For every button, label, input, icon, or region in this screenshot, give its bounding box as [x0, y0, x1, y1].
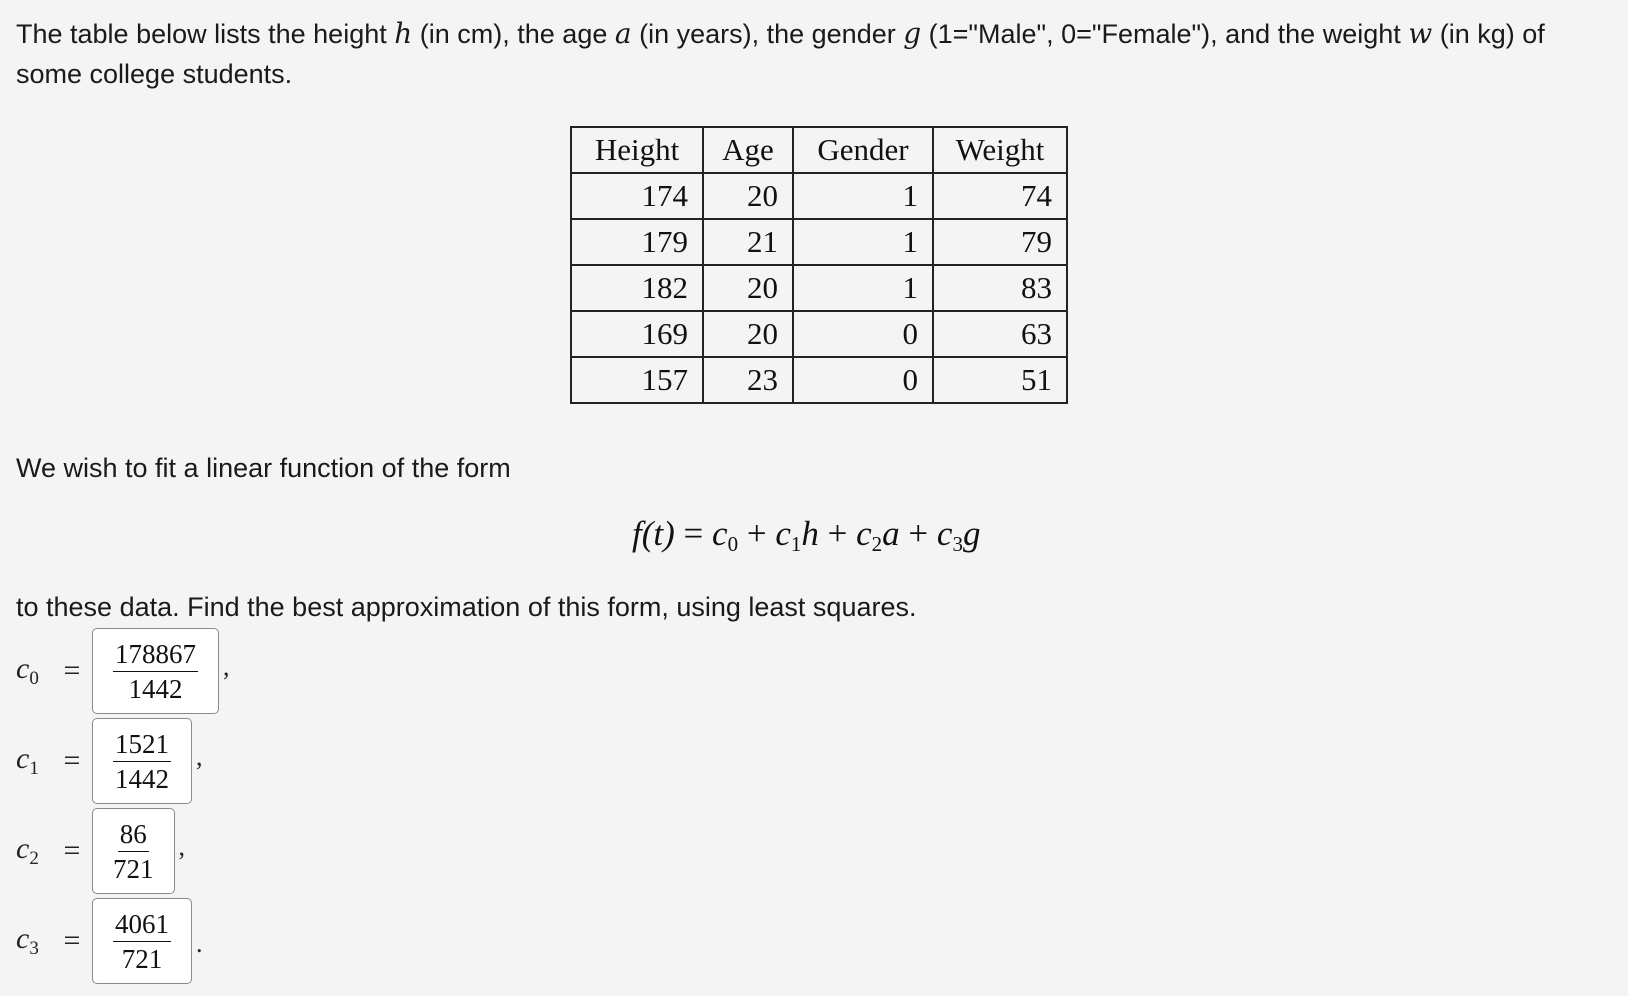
var-h: h: [394, 17, 413, 50]
intro-text: (in years), the gender: [631, 19, 904, 49]
answer-row-c2: [16, 806, 185, 896]
table-row: [571, 311, 1067, 357]
var-a: a: [614, 17, 632, 50]
answer-label: [16, 652, 46, 690]
formula-var: a: [882, 514, 900, 553]
cell-gender: 0: [793, 311, 933, 357]
cell-height: 182: [571, 265, 703, 311]
answer-sub: 1: [29, 758, 39, 779]
answer-punctuation: .: [196, 929, 203, 958]
cell-gender: 1: [793, 265, 933, 311]
intro-text: (in kg) of some college students.: [16, 19, 1545, 89]
answer-var: c: [16, 922, 30, 955]
answer-sub: 3: [29, 938, 39, 959]
answer-punctuation: ,: [196, 742, 203, 771]
formula-sub: 0: [727, 532, 739, 556]
formula-eq: =: [674, 514, 713, 553]
answer-input-c3[interactable]: [92, 898, 192, 984]
equals-sign: =: [63, 834, 81, 867]
fraction: [113, 909, 171, 974]
cell-height: 174: [571, 173, 703, 219]
formula-plus: +: [899, 514, 937, 553]
answer-row-c1: [16, 716, 203, 806]
formula-sub: 1: [790, 532, 802, 556]
cell-height: 157: [571, 357, 703, 403]
cell-gender: 1: [793, 219, 933, 265]
formula-sub: 3: [952, 532, 963, 556]
numerator: 4061: [113, 909, 171, 942]
fraction: [113, 729, 171, 794]
answer-var: c: [16, 742, 30, 775]
denominator: 721: [121, 943, 163, 974]
formula-var: g: [962, 514, 981, 553]
formula-plus: +: [738, 514, 776, 553]
formula-lhs: f(t): [632, 514, 675, 553]
cell-height: 179: [571, 219, 703, 265]
cell-weight: 83: [933, 265, 1067, 311]
cell-gender: 1: [793, 173, 933, 219]
denominator: 721: [113, 853, 154, 884]
table-row: [571, 357, 1067, 403]
equals-sign: =: [63, 654, 81, 687]
answer-punctuation: ,: [223, 652, 230, 681]
answer-input-c1[interactable]: [92, 718, 192, 804]
numerator: 86: [118, 819, 149, 852]
denominator: 1442: [115, 763, 169, 794]
cell-age: 20: [703, 173, 793, 219]
header-height: Height: [571, 127, 703, 173]
table-row: [571, 173, 1067, 219]
task-statement: to these data. Find the best approximation of this form, using least squares.: [16, 592, 917, 622]
formula-coef: c: [712, 514, 728, 553]
answer-row-c0: [16, 626, 230, 716]
answer-row-c3: [16, 896, 203, 986]
equals-sign: =: [63, 744, 81, 777]
formula-coef: c: [856, 514, 872, 553]
cell-height: 169: [571, 311, 703, 357]
intro-text: (1="Male", 0="Female"), and the weight: [921, 19, 1409, 49]
answer-sub: 0: [29, 668, 39, 689]
table-row: [571, 265, 1067, 311]
data-table: [570, 126, 1068, 404]
answer-input-c2[interactable]: [92, 808, 175, 894]
numerator: 1521: [113, 729, 171, 762]
denominator: 1442: [128, 673, 183, 704]
header-gender: Gender: [793, 127, 933, 173]
cell-age: 21: [703, 219, 793, 265]
cell-age: 20: [703, 265, 793, 311]
cell-weight: 63: [933, 311, 1067, 357]
intro-text: The table below lists the height: [16, 19, 395, 49]
cell-age: 23: [703, 357, 793, 403]
answer-punctuation: ,: [178, 832, 185, 861]
problem-intro: [16, 14, 1616, 94]
formula-coef: c: [775, 514, 791, 553]
cell-weight: 51: [933, 357, 1067, 403]
header-weight: Weight: [933, 127, 1067, 173]
var-w: w: [1408, 17, 1433, 50]
answer-var: c: [16, 832, 30, 865]
answer-label: [16, 742, 46, 780]
answer-label: [16, 832, 46, 870]
formula-plus: +: [818, 514, 857, 553]
table-row: [571, 219, 1067, 265]
header-age: Age: [703, 127, 793, 173]
formula-sub: 2: [871, 532, 883, 556]
formula-coef: c: [936, 514, 953, 553]
numerator: 178867: [113, 639, 198, 672]
table-header-row: [571, 127, 1067, 173]
answer-label: [16, 922, 46, 960]
answer-sub: 2: [29, 848, 39, 869]
cell-gender: 0: [793, 357, 933, 403]
answer-var: c: [16, 652, 30, 685]
fit-statement: We wish to fit a linear function of the form: [16, 453, 511, 483]
fraction: [113, 819, 154, 884]
var-g: g: [903, 17, 922, 50]
model-formula: [632, 514, 980, 557]
fraction: [113, 639, 198, 704]
cell-weight: 74: [933, 173, 1067, 219]
answer-input-c0[interactable]: [92, 628, 219, 714]
cell-weight: 79: [933, 219, 1067, 265]
cell-age: 20: [703, 311, 793, 357]
formula-var: h: [801, 514, 819, 553]
equals-sign: =: [63, 924, 81, 957]
intro-text: (in cm), the age: [412, 19, 615, 49]
